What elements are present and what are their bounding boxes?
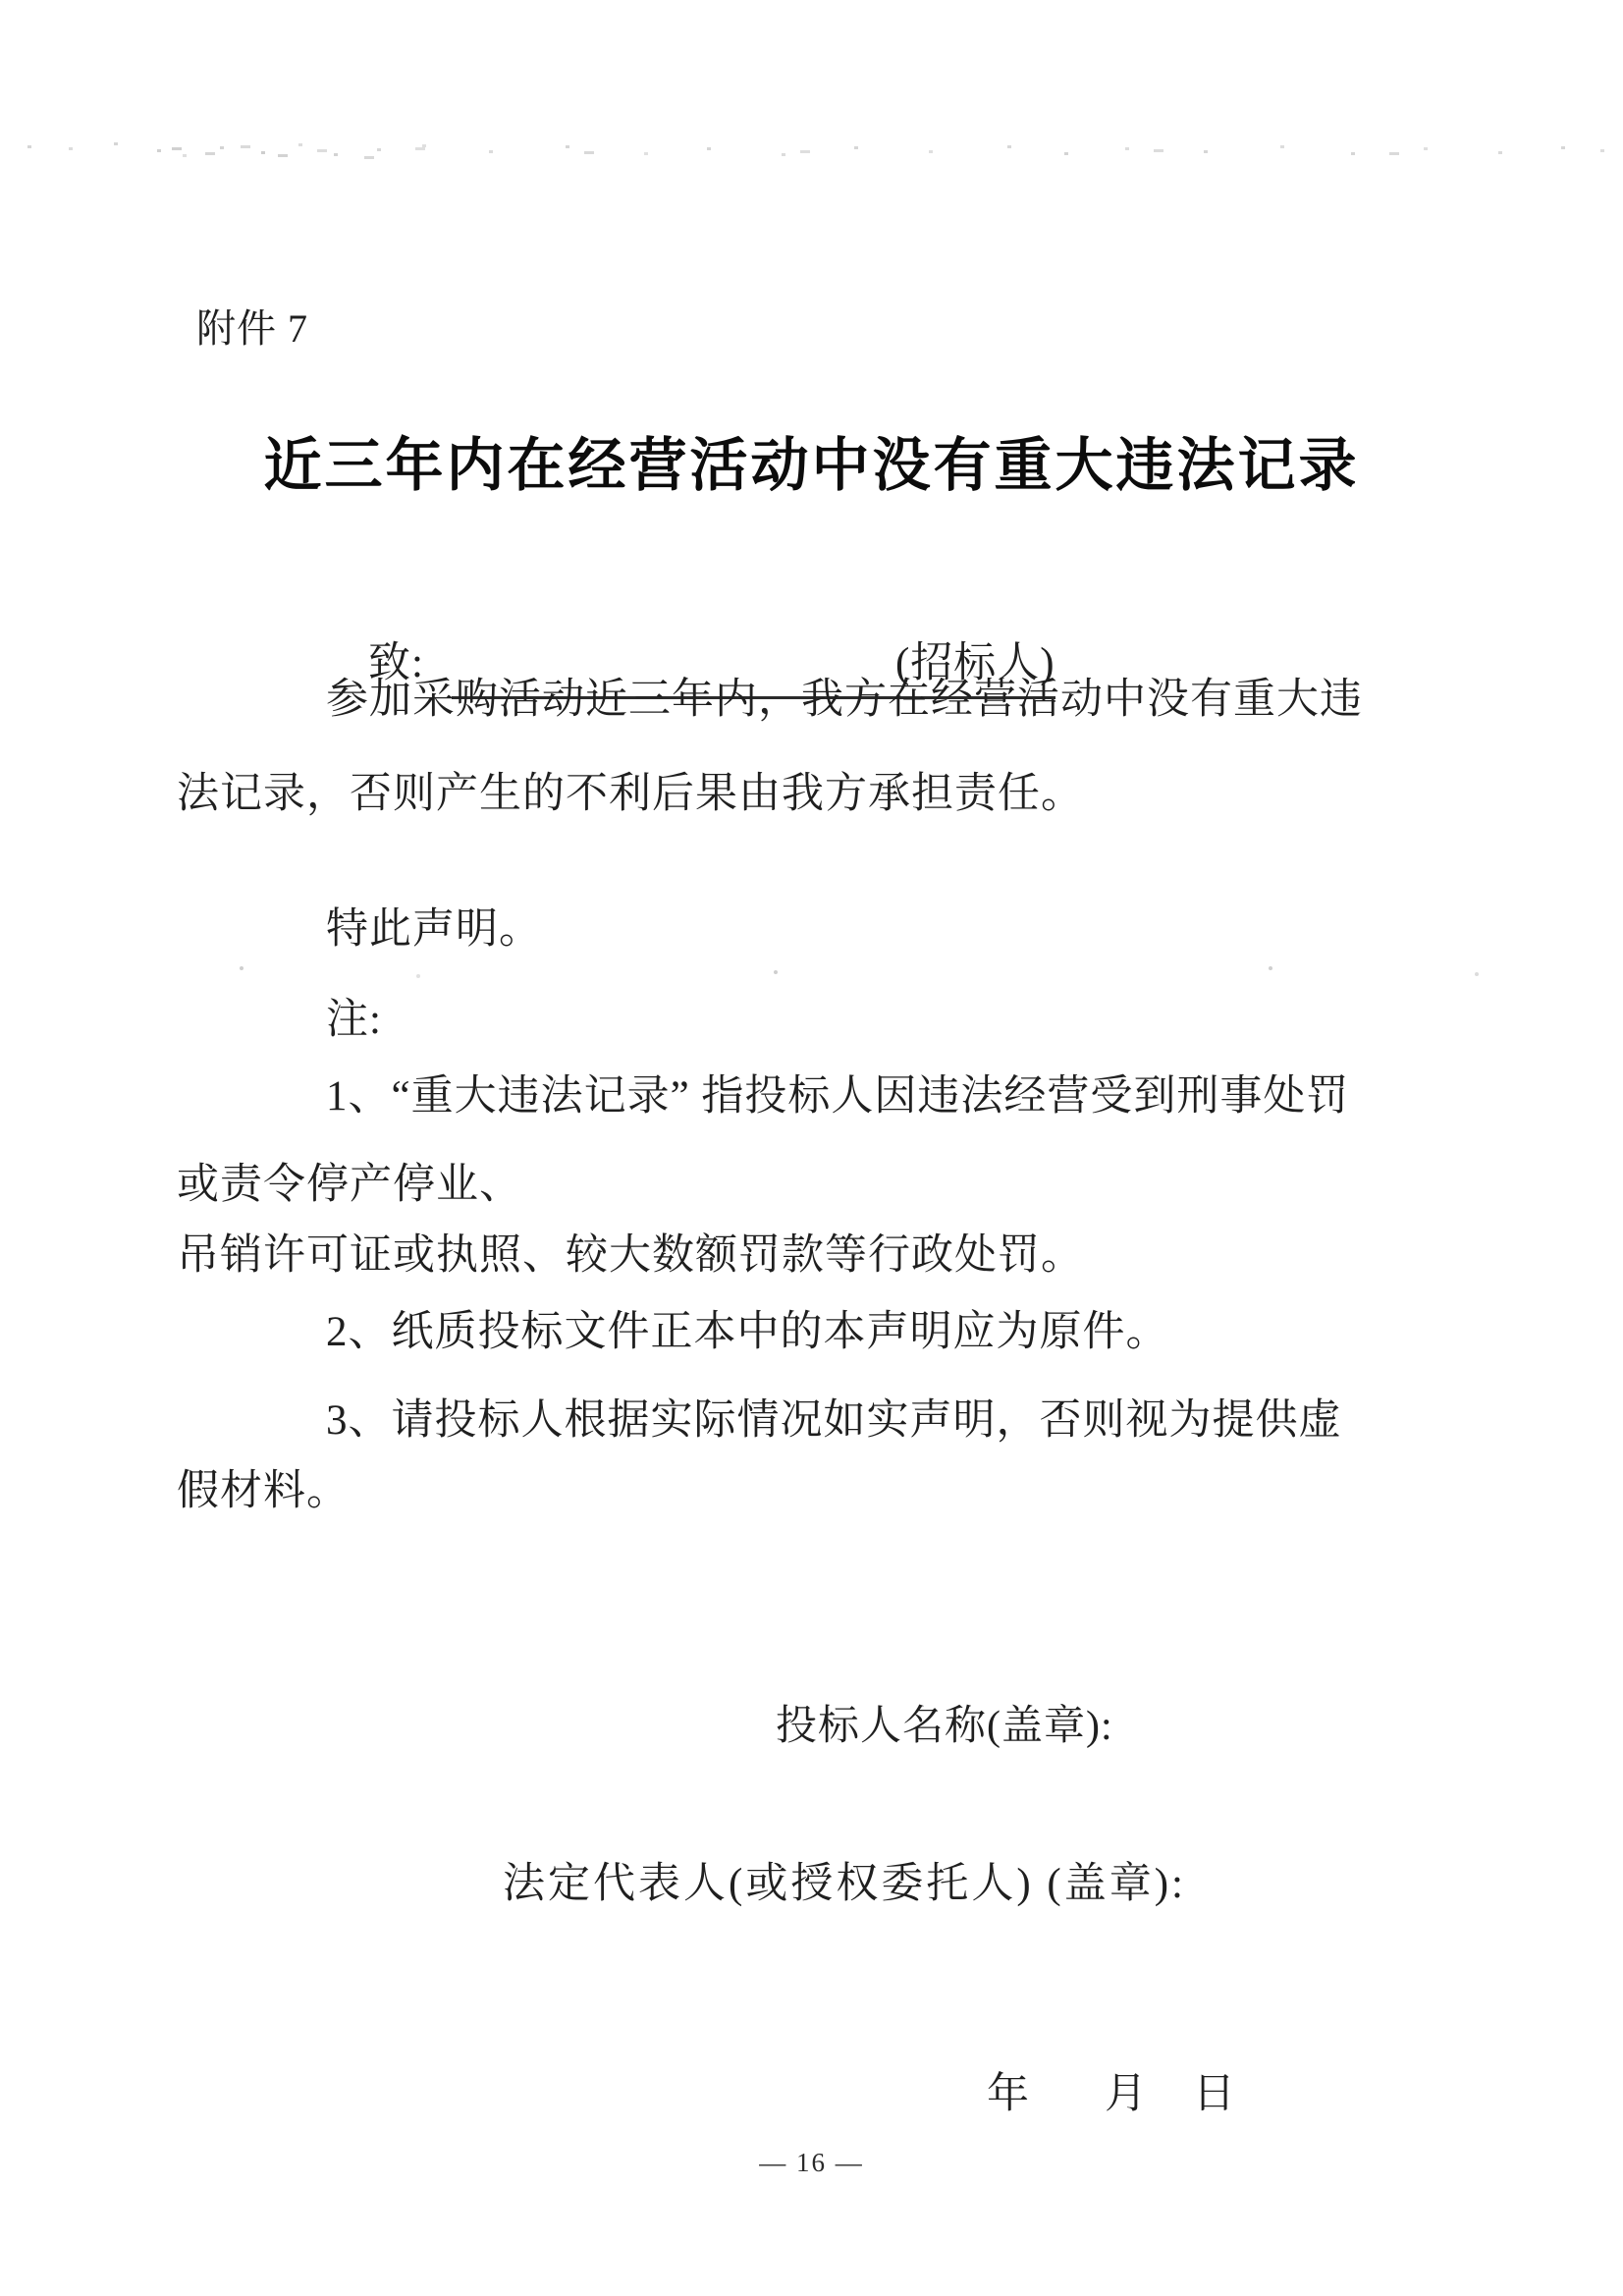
scan-speck xyxy=(1269,966,1272,970)
declaration-line: 特此声明。 xyxy=(326,906,542,953)
scan-speck xyxy=(416,974,420,978)
recipient-label: (招标人) xyxy=(894,639,1055,686)
salutation-prefix: 致: xyxy=(368,639,424,686)
note-1-line-2: 或责令停产停业、 xyxy=(177,1162,522,1208)
signature-legal-rep-label: 法定代表人(或授权委托人) (盖章): xyxy=(503,1861,1186,1907)
note-3-line-2: 假材料。 xyxy=(177,1468,350,1514)
notes-label: 注: xyxy=(326,997,382,1043)
blank-fill-line xyxy=(452,634,895,677)
scan-speck xyxy=(1475,972,1479,976)
scan-speck xyxy=(240,966,243,970)
date-day-label: 日 xyxy=(1193,2070,1236,2117)
attachment-label: 附件 7 xyxy=(196,306,308,351)
signature-bidder-name-label: 投标人名称(盖章): xyxy=(776,1704,1113,1749)
date-year-label: 年 xyxy=(987,2070,1030,2117)
paragraph-line-1: 参加采购活动近三年内，我方在经营活动中没有重大违 xyxy=(326,677,1363,723)
page-number: — 16 — xyxy=(759,2148,864,2177)
note-1-line-3: 吊销许可证或执照、较大数额罚款等行政处罚。 xyxy=(177,1232,1084,1279)
scan-noise-dashes xyxy=(172,147,182,150)
note-1-line-1: 1、“重大违法记录” 指投标人因违法经营受到刑事处罚 xyxy=(326,1073,1350,1120)
note-2: 2、纸质投标文件正本中的本声明应为原件。 xyxy=(326,1309,1169,1355)
paragraph-line-2: 法记录，否则产生的不利后果由我方承担责任。 xyxy=(177,771,1084,817)
scan-speck xyxy=(774,970,778,974)
scan-noise-band xyxy=(27,145,31,148)
note-3-line-1: 3、请投标人根据实际情况如实声明，否则视为提供虚 xyxy=(326,1397,1342,1444)
date-month-label: 月 xyxy=(1105,2070,1148,2117)
page-title: 近三年内在经营活动中没有重大违法记录 xyxy=(263,433,1360,498)
